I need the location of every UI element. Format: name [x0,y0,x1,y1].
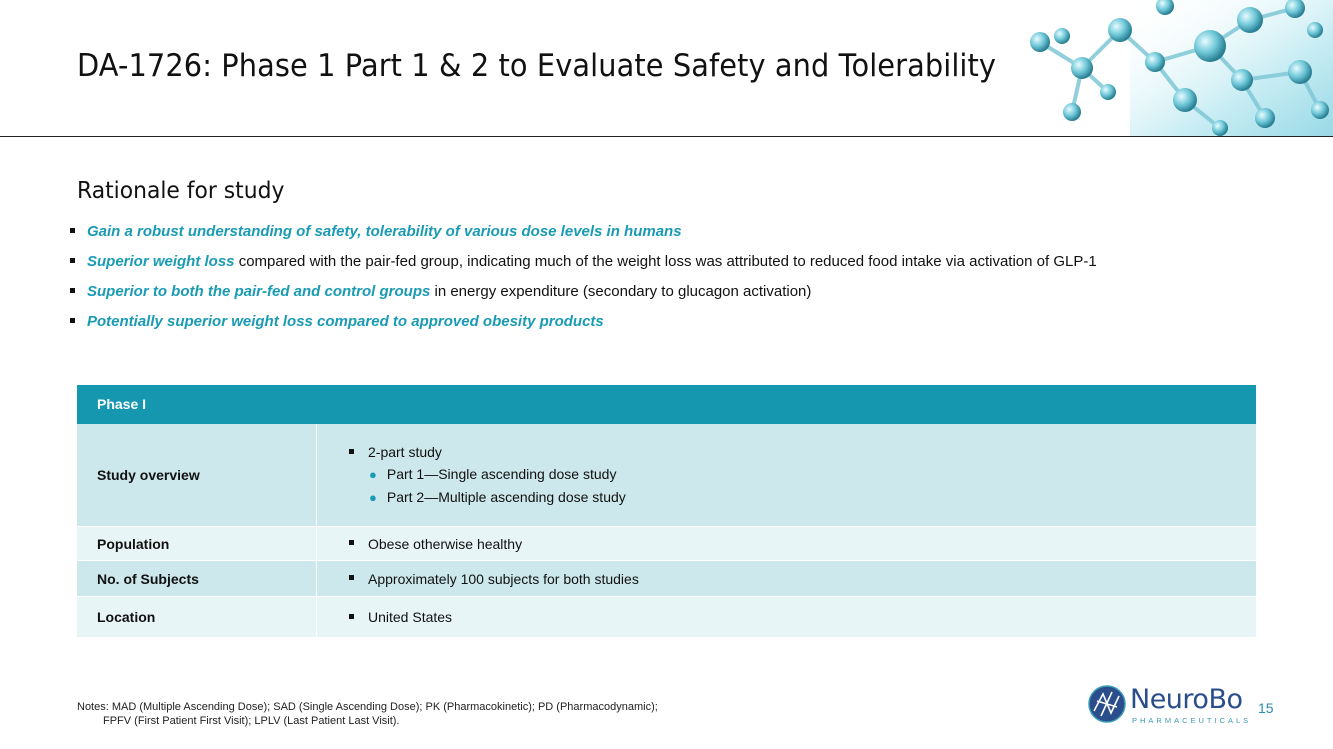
row-label: No. of Subjects [77,561,317,596]
table-row [77,561,1256,597]
section-heading: Rationale for study [77,178,285,204]
page-number: 15 [1258,700,1274,716]
table-row [77,424,1256,527]
square-bullet-icon [349,540,354,545]
title-divider [0,136,1333,137]
phase-table [77,385,1256,638]
row-value: Approximately 100 subjects for both studies [317,561,1256,596]
molecule-image [1010,0,1333,136]
row-value: United States [317,597,1256,637]
square-bullet-icon [70,258,75,263]
rationale-item: Gain a robust understanding of safety, tolerability of various dose levels in humans [70,220,1097,250]
square-bullet-icon [349,575,354,580]
rationale-item: Superior to both the pair-fed and control groups in energy expenditure (secondary to glucagon activation) [70,280,1097,310]
rationale-item: Superior weight loss compared with the pair-fed group, indicating much of the weight loss was attributed to reduced food intake via activation of GLP-1 [70,250,1097,280]
table-row [77,597,1256,638]
row-label: Location [77,597,317,637]
row-label: Population [77,527,317,560]
table-header: Phase I [77,385,1256,424]
row-value: 2-part study ● Part 1—Single ascending dose study ● Part 2—Multiple ascending dose study [317,424,1256,526]
dot-bullet-icon: ● [369,490,377,505]
square-bullet-icon [349,614,354,619]
row-label: Study overview [77,424,317,526]
rationale-item: Potentially superior weight loss compared to approved obesity products [70,310,1097,340]
neurobo-logo: NeuroBo PHARMACEUTICALS [1088,684,1248,726]
dot-bullet-icon: ● [369,467,377,482]
square-bullet-icon [70,228,75,233]
table-row [77,527,1256,561]
row-value: Obese otherwise healthy [317,527,1256,560]
square-bullet-icon [349,449,354,454]
footnotes: Notes: MAD (Multiple Ascending Dose); SAD (Single Ascending Dose); PK (Pharmacokinetic); PD (Pharmacodynamic); FPFV (First Patient First Visit); LPLV (Last Patient Last Visit). [77,701,658,727]
neurobo-logo-icon [1088,685,1126,723]
square-bullet-icon [70,318,75,323]
slide-title: DA-1726: Phase 1 Part 1 & 2 to Evaluate Safety and Tolerability [77,48,997,84]
rationale-list [70,220,1097,340]
square-bullet-icon [70,288,75,293]
